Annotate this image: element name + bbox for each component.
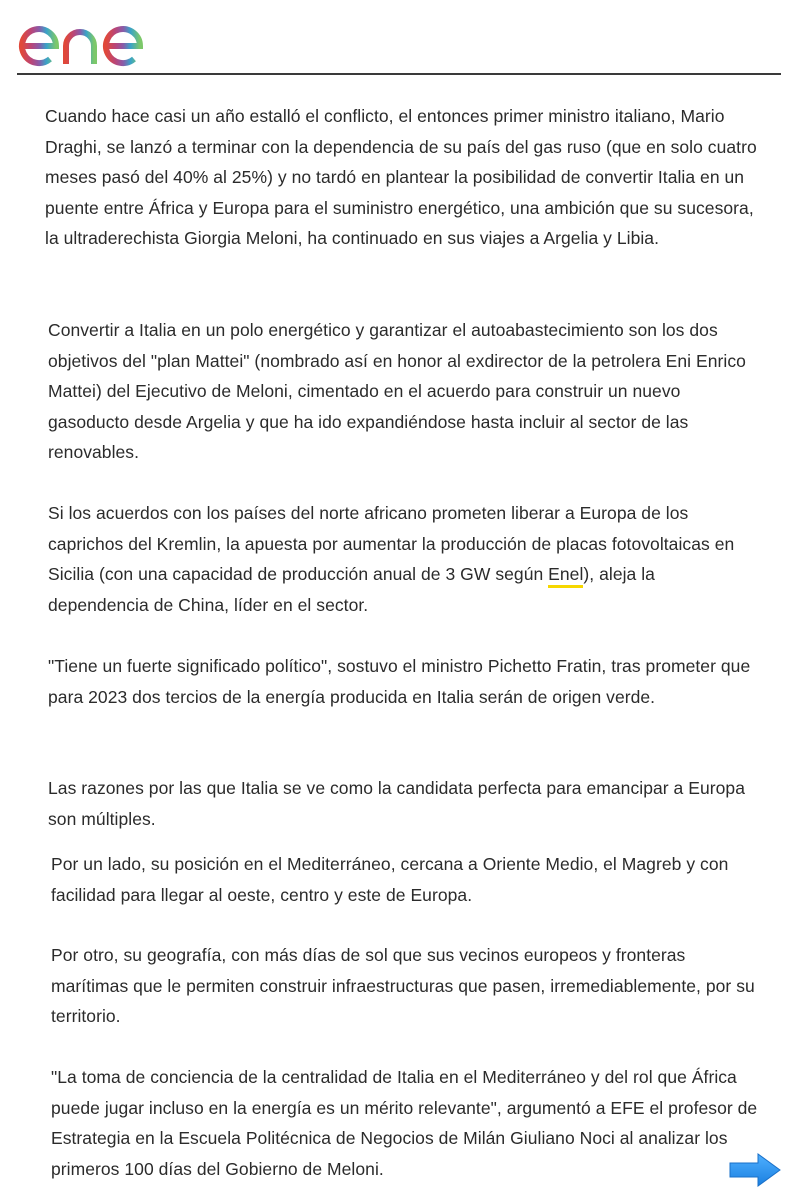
- page-header: [0, 0, 800, 76]
- article-paragraph: Por un lado, su posición en el Mediterráneo, cercana a Oriente Medio, el Magreb y con facilidad para llegar al oeste, centro y este de Europa.: [51, 854, 729, 905]
- article-paragraph: "Tiene un fuerte significado político", sostuvo el ministro Pichetto Fratin, tras prometer que para 2023 dos tercios de la energía producida en Italia serán de origen verde.: [48, 656, 751, 707]
- enel-logo[interactable]: [16, 16, 172, 70]
- header-divider: [17, 73, 781, 75]
- article-paragraph: [48, 498, 760, 620]
- article-paragraph: Las razones por las que Italia se ve como la candidata perfecta para emancipar a Europa son múltiples.: [48, 778, 745, 829]
- article-paragraph: Por otro, su geografía, con más días de sol que sus vecinos europeos y fronteras marítimas que le permiten construir infraestructuras que pasen, irremediablemente, por su territorio.: [51, 945, 755, 1027]
- article-paragraph: Cuando hace casi un año estalló el conflicto, el entonces primer ministro italiano, Mario Draghi, se lanzó a terminar con la dependencia de su país del gas ruso (que en solo cuatro meses pasó del 40% al 25%) y no tardó en plantear la posibilidad de convertir Italia en un puente entre África y Europa para el suministro energético, una ambición que su sucesora, la ultraderechista Giorgia Meloni, ha continuado en sus viajes a Argelia y Libia.: [45, 106, 757, 249]
- paragraph-text: Si los acuerdos con los países del norte africano prometen liberar a Europa de los caprichos del Kremlin, la apuesta por aumentar la producción de placas fotovoltaicas en Sicilia (con una capacidad de producción anual de 3 GW según: [48, 503, 735, 585]
- paragraph-text: ), aleja la dependencia de China, líder en el sector.: [48, 564, 655, 615]
- enel-link[interactable]: Enel: [548, 564, 583, 588]
- article-paragraph: "La toma de conciencia de la centralidad de Italia en el Mediterráneo y del rol que África puede jugar incluso en la energía es un mérito relevante", argumentó a EFE el profesor de Estrategia en la Escuela Politécnica de Negocios de Milán Giuliano Noci al analizar los primeros 100 días del Gobierno de Meloni.: [51, 1067, 758, 1179]
- right-arrow-icon[interactable]: [728, 1152, 782, 1188]
- article-paragraph: Convertir a Italia en un polo energético y garantizar el autoabastecimiento son los dos objetivos del "plan Mattei" (nombrado así en honor al exdirector de la petrolera Eni Enrico Mattei) del Ejecutivo de Meloni, cimentado en el acuerdo para construir un nuevo gasoducto desde Argelia y que ha ido expandiéndose hasta incluir al sector de las renovables.: [48, 320, 746, 463]
